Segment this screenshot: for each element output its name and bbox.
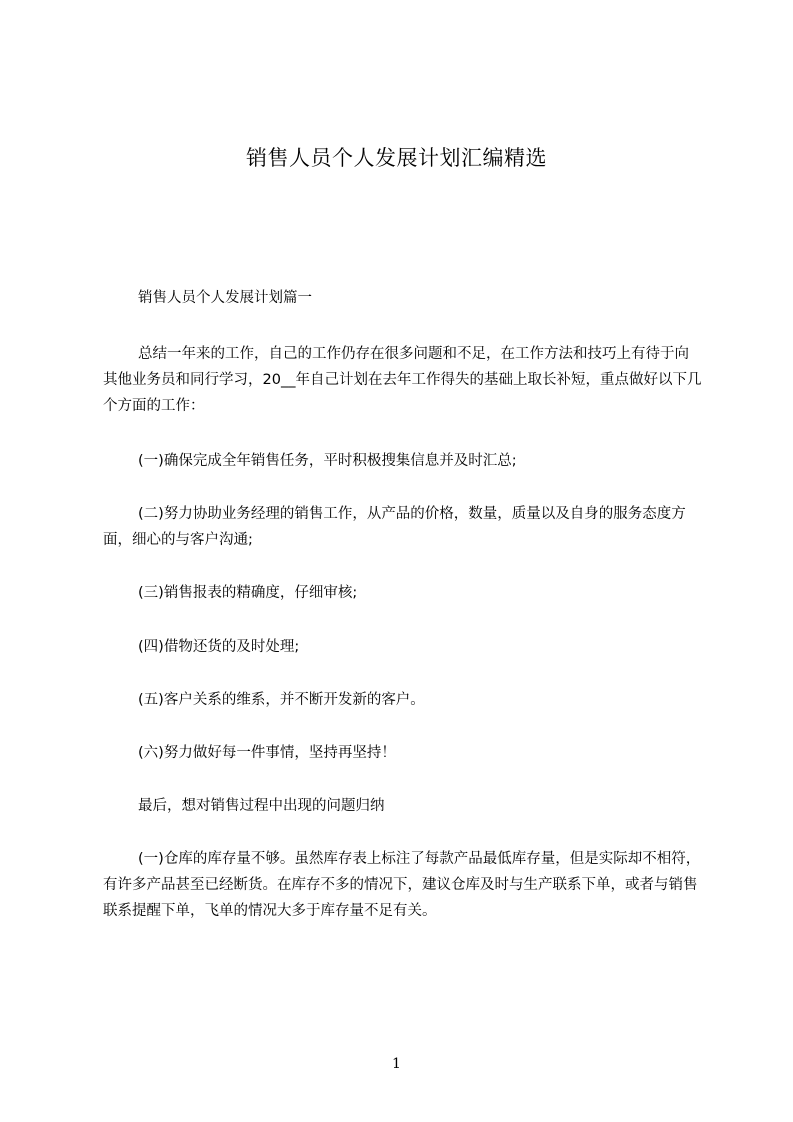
list-item-1: (一)确保完成全年销售任务，平时积极搜集信息并及时汇总; — [138, 453, 517, 469]
list-item-4: (四)借物还货的及时处理; — [138, 639, 300, 655]
document-title: 销售人员个人发展计划汇编精选 — [246, 146, 547, 170]
problem-item-1: (一)仓库的库存量不够。虽然库存表上标注了每款产品最低库存量，但是实际却不相符，有许多产品甚至已经断货。在库存不多的情况下，建议仓库及时与生产联系下单，或者与销售联系提醒下单，飞单的情况大多于库存量不足有关。 — [103, 851, 701, 919]
summary-heading: 最后，想对销售过程中出现的问题归纳 — [138, 798, 385, 814]
page-number: 1 — [392, 1056, 401, 1072]
list-item-3: (三)销售报表的精确度，仔细审核; — [138, 585, 358, 601]
list-item-2: (二)努力协助业务经理的销售工作，从产品的价格，数量，质量以及自身的服务态度方面，细心的与客户沟通; — [103, 506, 686, 548]
section-heading: 销售人员个人发展计划篇一 — [138, 290, 312, 306]
list-item-6: (六)努力做好每一件事情，坚持再坚持！ — [138, 745, 396, 761]
list-item-5: (五)客户关系的维系，并不断开发新的客户。 — [138, 692, 425, 708]
intro-paragraph: 总结一年来的工作，自己的工作仍存在很多问题和不足，在工作方法和技巧上有待于向其他业务员和同行学习，20__年自己计划在去年工作得失的基础上取长补短，重点做好以下几个方面的工作： — [103, 346, 702, 414]
